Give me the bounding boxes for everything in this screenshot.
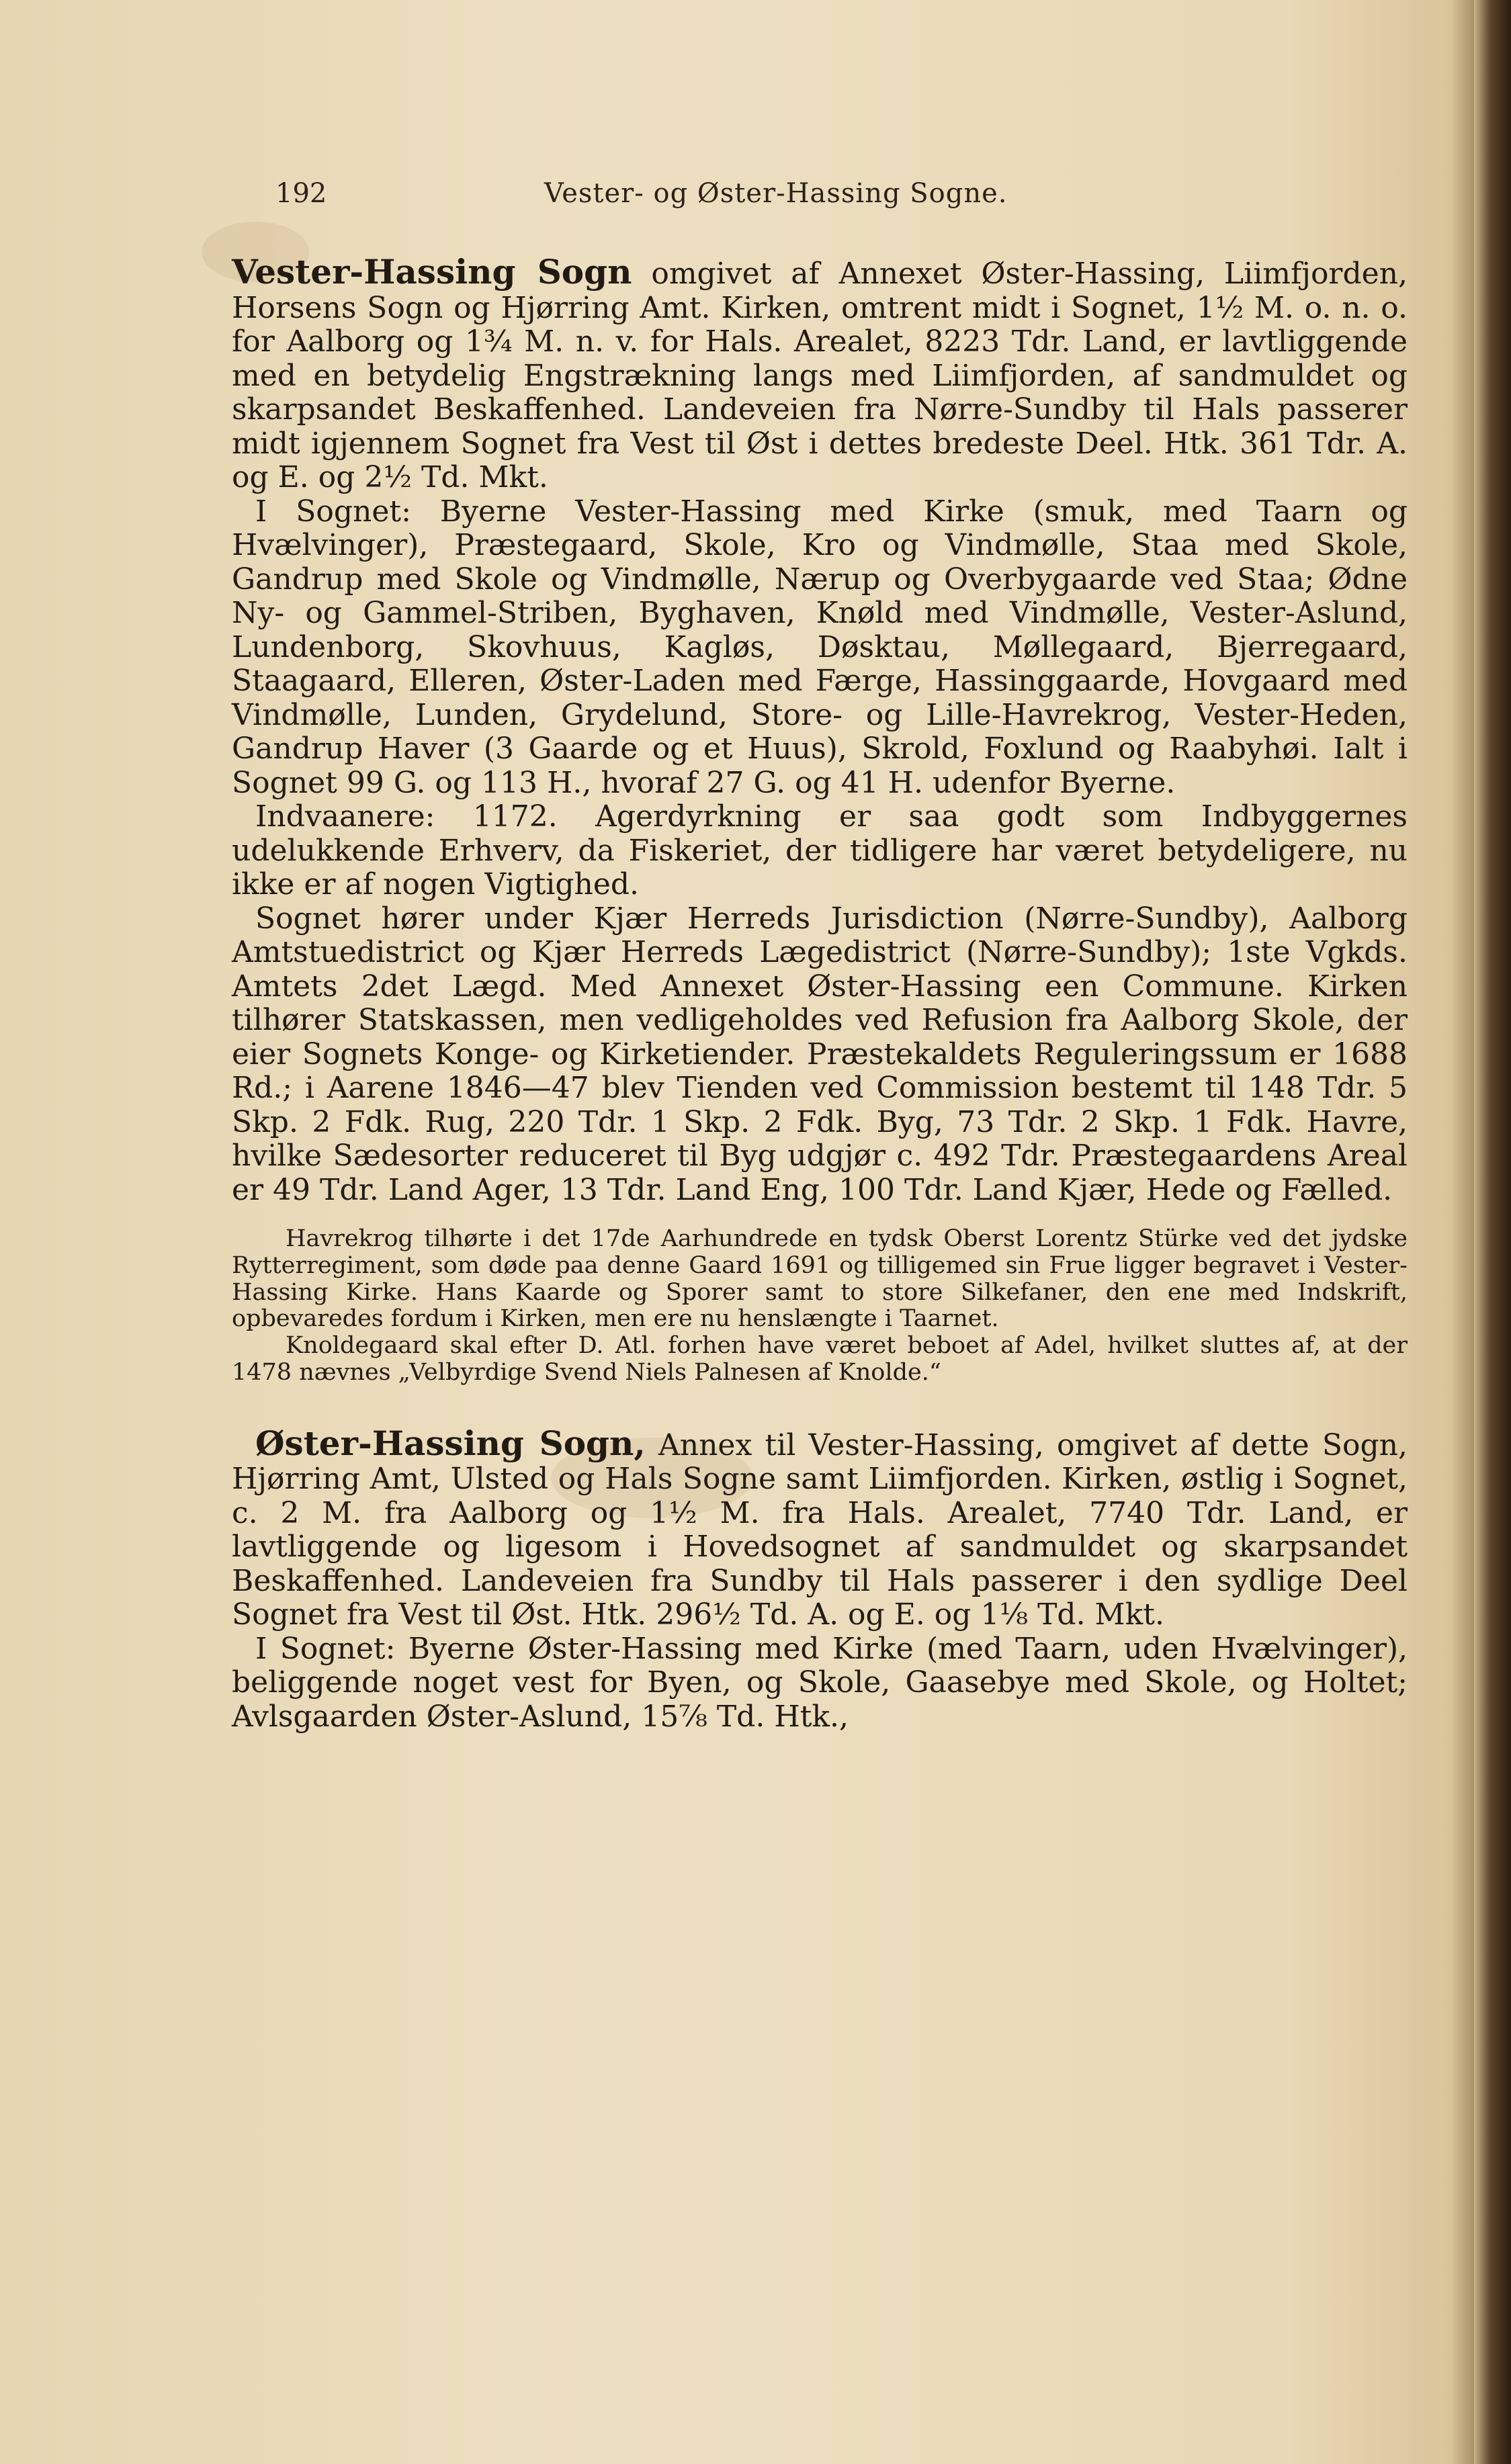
section-heading-vester: Vester-Hassing Sogn <box>232 252 632 292</box>
vester-administration-paragraph: Sognet hører under Kjær Herreds Jurisdiction (Nørre-Sundby), Aalborg Amtstuedistrict og Kjær Herreds Lægedistrict (Nørre-Sundby); 1ste Vgkds. Amtets 2det Lægd. Med Annexet Øster-Hassing een Commune. Kirken tilhører Statskassen, men vedligeholdes ved Refusion fra Aalborg Skole, der eier Sognets Konge- og Kirketiender. Præstekaldets Reguleringssum er 1688 Rd.; i Aarene 1846—47 blev Tienden ved Commission bestemt til 148 Tdr. 5 Skp. 2 Fdk. Rug, 220 Tdr. 1 Skp. 2 Fdk. Byg, 73 Tdr. 2 Skp. 1 Fdk. Havre, hvilke Sædesorter reduceret til Byg udgjør c. 492 Tdr. Præstegaardens Areal er 49 Tdr. Land Ager, 13 Tdr. Land Eng, 100 Tdr. Land Kjær, Hede og Fælled. <box>232 901 1408 1207</box>
book-spine <box>1474 0 1511 2464</box>
spacer <box>232 1207 1408 1226</box>
section-heading-oster: Øster-Hassing Sogn, <box>255 1423 646 1463</box>
vester-intro-paragraph <box>232 252 1408 495</box>
spacer <box>232 1387 1408 1427</box>
vester-intro-text: omgivet af Annexet Øster-Hassing, Liimfjorden, Horsens Sogn og Hjørring Amt. Kirken, omtrent midt i Sognet, 1½ M. o. n. o. for Aalborg og 1¾ M. n. v. for Hals. Arealet, 8223 Tdr. Land, er lavtliggende med en betydelig Engstrækning langs med Liimfjorden, af sandmuldet og skarpsandet Beskaffenhed. Landeveien fra Nørre-Sundby til Hals passerer midt igjennem Sognet fra Vest til Øst i dettes bredeste Deel. Htk. 361 Tdr. A. og E. og 2½ Td. Mkt. <box>232 257 1408 494</box>
footnote-havrekrog: Havrekrog tilhørte i det 17de Aarhundrede en tydsk Oberst Lorentz Stürke ved det jydske Rytterregiment, som døde paa denne Gaard 1691 og tilligemed sin Frue ligger begravet i Vester-Hassing Kirke. Hans Kaarde og Sporer samt to store Silkefaner, den ene med Indskrift, opbevaredes fordum i Kirken, men ere nu henslængte i Taarnet. <box>232 1225 1408 1333</box>
oster-villages-paragraph: I Sognet: Byerne Øster-Hassing med Kirke (med Taarn, uden Hvælvinger), beliggende noget vest for Byen, og Skole, Gaasebye med Skole, og Holtet; Avlsgaarden Øster-Aslund, 15⅞ Td. Htk., <box>232 1631 1408 1734</box>
page-number: 192 <box>275 178 327 209</box>
oster-intro-text: Annex til Vester-Hassing, omgivet af dette Sogn, Hjørring Amt, Ulsted og Hals Sogne samt Liimfjorden. Kirken, østlig i Sognet, c. 2 M. fra Aalborg og 1½ M. fra Hals. Arealet, 7740 Tdr. Land, er lavtliggende og ligesom i Hovedsognet af sandmuldet og skarpsandet Beskaffenhed. Landeveien fra Sundby til Hals passerer i den sydlige Deel Sognet fra Vest til Øst. Htk. 296½ Td. A. og E. og 1⅛ Td. Mkt. <box>232 1427 1408 1632</box>
oster-intro-paragraph <box>232 1423 1408 1632</box>
footnote-knoldegaard: Knoldegaard skal efter D. Atl. forhen have været beboet af Adel, hvilket sluttes af, at der 1478 nævnes „Velbyrdige Svend Niels Palnesen af Knolde.“ <box>232 1332 1408 1386</box>
running-head: Vester- og Øster-Hassing Sogne. <box>544 178 1008 209</box>
vester-population-paragraph: Indvaanere: 1172. Agerdyrkning er saa godt som Indbyggernes udelukkende Erhverv, da Fiskeriet, der tidligere har været betydeligere, nu ikke er af nogen Vigtighed. <box>232 799 1408 901</box>
page-header <box>275 178 1082 225</box>
vester-villages-paragraph: I Sognet: Byerne Vester-Hassing med Kirke (smuk, med Taarn og Hvælvinger), Præstegaard, Skole, Kro og Vindmølle, Staa med Skole, Gandrup med Skole og Vindmølle, Nærup og Overbygaarde ved Staa; Ødne Ny- og Gammel-Striben, Byghaven, Knøld med Vindmølle, Vester-Aslund, Lundenborg, Skovhuus, Kagløs, Døsktau, Møllegaard, Bjerregaard, Staagaard, Elleren, Øster-Laden med Færge, Hassinggaarde, Hovgaard med Vindmølle, Lunden, Grydelund, Store- og Lille-Havrekrog, Vester-Heden, Gandrup Haver (3 Gaarde og et Huus), Skrold, Foxlund og Raabyhøi. Ialt i Sognet 99 G. og 113 H., hvoraf 27 G. og 41 H. udenfor Byerne. <box>232 494 1408 800</box>
page-body <box>232 252 1408 1734</box>
